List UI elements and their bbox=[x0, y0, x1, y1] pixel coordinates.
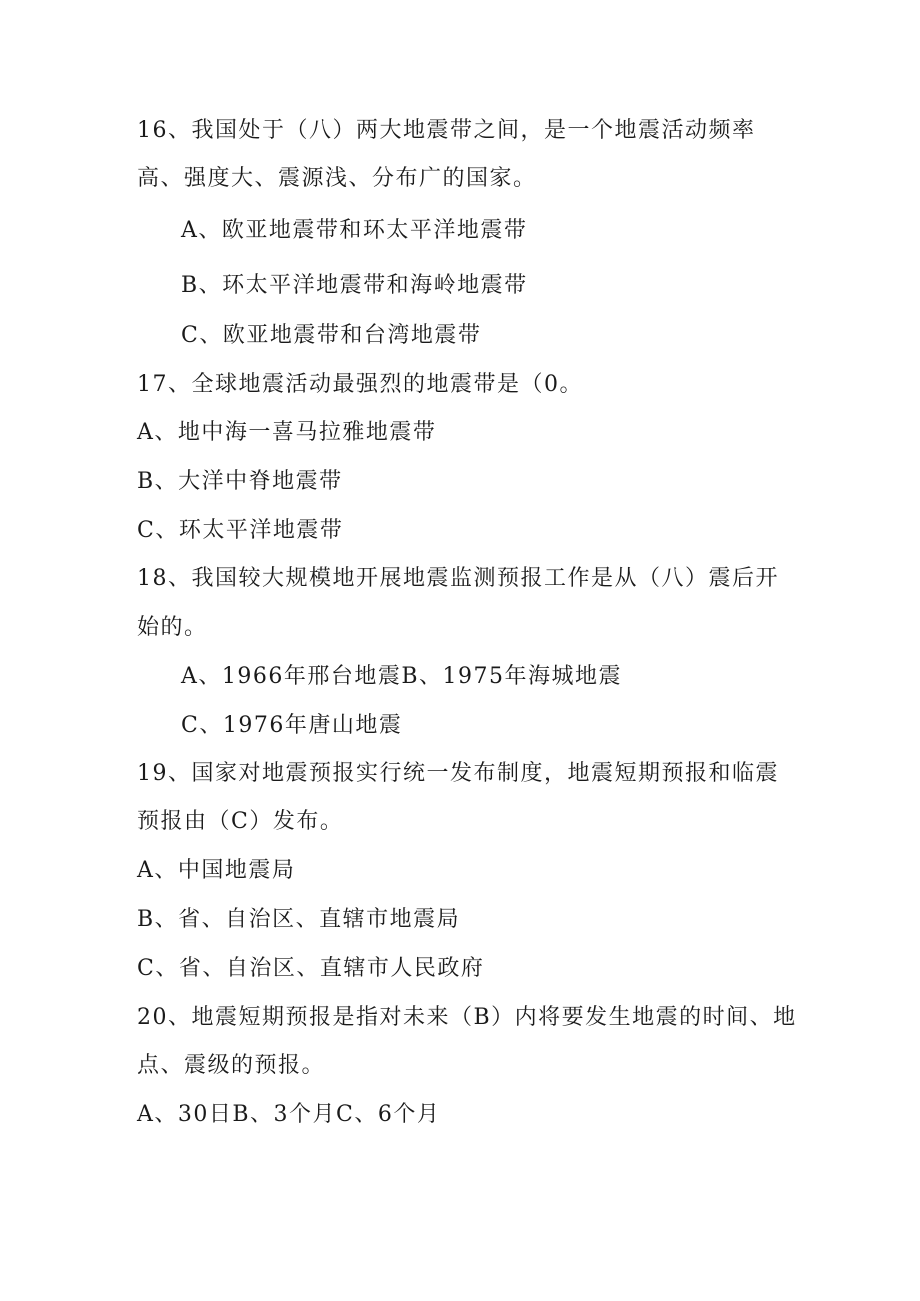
question-17-option-a: A、地中海一喜马拉雅地震带 bbox=[137, 420, 437, 445]
question-18-stem-line2: 始的。 bbox=[137, 615, 208, 640]
question-16-option-b: B、环太平洋地震带和海岭地震带 bbox=[181, 273, 528, 298]
question-19-option-b: B、省、自治区、直辖市地震局 bbox=[137, 907, 461, 932]
question-20-stem-line2: 点、震级的预报。 bbox=[137, 1053, 326, 1078]
question-19-stem-line1: 19、国家对地震预报实行统一发布制度，地震短期预报和临震 bbox=[137, 761, 779, 786]
question-20-stem-line1: 20、地震短期预报是指对未来（B）内将要发生地震的时间、地 bbox=[137, 1005, 797, 1030]
question-17-option-c: C、环太平洋地震带 bbox=[137, 518, 344, 543]
question-19-option-a: A、中国地震局 bbox=[137, 858, 296, 883]
question-18-options-ab: A、1966年邢台地震B、1975年海城地震 bbox=[181, 664, 623, 689]
question-16-option-a: A、欧亚地震带和环太平洋地震带 bbox=[181, 218, 528, 243]
question-19-stem-line2: 预报由（C）发布。 bbox=[137, 809, 344, 834]
question-20-options-abc: A、30日B、3个月C、6个月 bbox=[137, 1102, 441, 1127]
question-17-option-b: B、大洋中脊地震带 bbox=[137, 469, 343, 494]
question-17-stem: 17、全球地震活动最强烈的地震带是（0。 bbox=[137, 372, 583, 397]
question-19-option-c: C、省、自治区、直辖市人民政府 bbox=[137, 956, 485, 981]
question-16-stem-line1: 16、我国处于（八）两大地震带之间，是一个地震活动频率 bbox=[137, 118, 756, 143]
question-16-option-c: C、欧亚地震带和台湾地震带 bbox=[181, 323, 482, 348]
question-18-stem-line1: 18、我国较大规模地开展地震监测预报工作是从（八）震后开 bbox=[137, 566, 779, 591]
question-16-stem-line2: 高、强度大、震源浅、分布广的国家。 bbox=[137, 166, 537, 191]
question-18-option-c: C、1976年唐山地震 bbox=[181, 713, 403, 738]
